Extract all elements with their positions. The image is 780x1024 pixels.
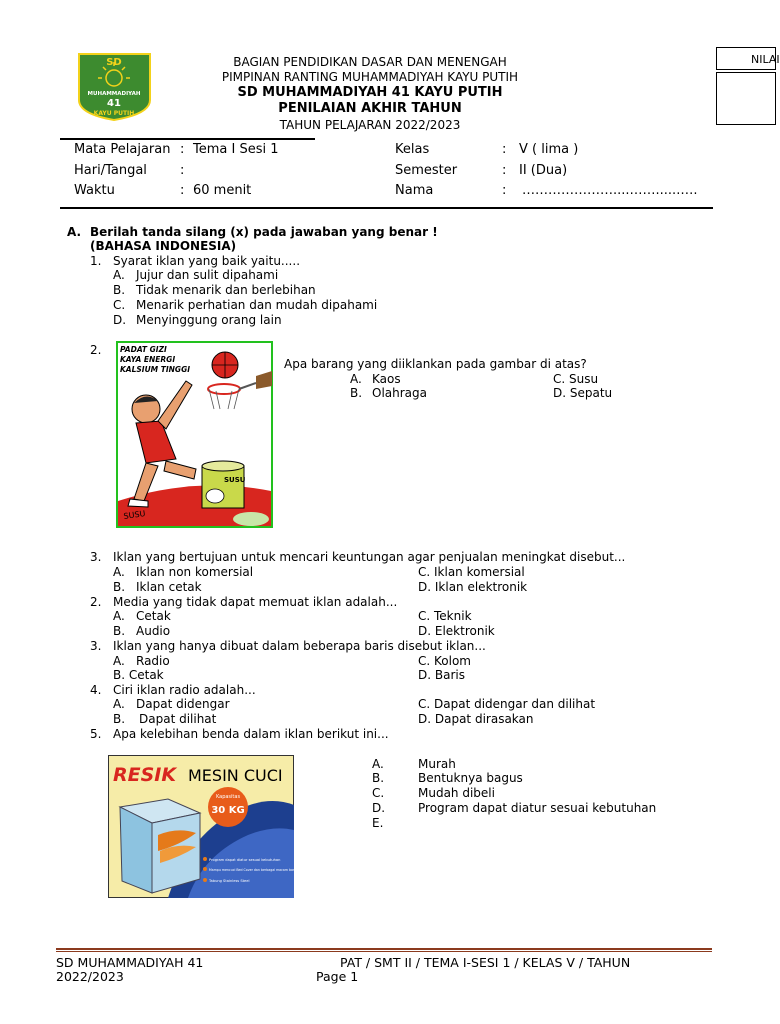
ad-feature-1: Program dapat diatur sesuai kebutuhan (209, 858, 281, 862)
footer-school: SD MUHAMMADIYAH 41 (56, 955, 204, 970)
name-field[interactable]: …………………....……......…. (522, 183, 698, 198)
q3-option-b[interactable]: Iklan cetak (136, 580, 202, 594)
ad-slogan-2: KAYA ENERGI (120, 355, 176, 364)
q3-option-a[interactable]: Iklan non komersial (136, 565, 254, 579)
score-box[interactable] (716, 72, 776, 125)
q1-option-b-letter[interactable]: B. (113, 283, 126, 297)
q7-text: Apa kelebihan benda dalam iklan berikut ini... (113, 727, 389, 741)
q4-option-c[interactable]: C. Teknik (418, 609, 472, 623)
q3-option-d[interactable]: D. Iklan elektronik (418, 580, 528, 594)
washing-machine-ad-image (108, 755, 301, 898)
q5-option-c[interactable]: C. Kolom (418, 654, 471, 668)
exam-title: PENILAIAN AKHIR TAHUN (278, 101, 462, 116)
q1-option-a[interactable]: Jujur dan sulit dipahami (136, 268, 279, 282)
feature-bullet-icon (203, 867, 207, 871)
q7-option-b[interactable]: Bentuknya bagus (418, 771, 523, 785)
milk-can-icon (202, 466, 244, 508)
q5-option-a[interactable]: Radio (136, 654, 170, 668)
footer-year: 2022/2023 (56, 969, 124, 984)
q4-option-d[interactable]: D. Elektronik (418, 624, 495, 638)
time-colon: : (180, 183, 185, 198)
subject-value: Tema I Sesi 1 (193, 142, 279, 157)
subject-colon: : (180, 142, 185, 157)
q4-option-b-letter[interactable]: B. (113, 624, 126, 638)
q5-option-b[interactable]: B. Cetak (113, 668, 164, 682)
q3-text: Iklan yang bertujuan untuk mencari keuntungan agar penjualan meningkat disebut... (113, 550, 626, 564)
q2-text: Apa barang yang diiklankan pada gambar di atas? (284, 357, 587, 371)
q5-number: 3. (90, 639, 102, 653)
q6-text: Ciri iklan radio adalah... (113, 683, 256, 697)
q6-option-a[interactable]: Dapat didengar (136, 697, 230, 711)
ad-slogan-3: KALSIUM TINGGI (120, 365, 191, 374)
school-logo (77, 52, 152, 122)
time-value: 60 menit (193, 183, 252, 198)
q4-option-b[interactable]: Audio (136, 624, 171, 638)
q2-option-d[interactable]: D. Sepatu (553, 386, 613, 400)
q7-option-d[interactable]: Program dapat diatur sesuai kebutuhan (418, 801, 657, 815)
header-line-2: PIMPINAN RANTING MUHAMMADIYAH KAYU PUTIH (221, 70, 519, 84)
q6-option-b-letter[interactable]: B. (113, 712, 126, 726)
logo-sd-text: SD (106, 57, 122, 68)
semester-label: Semester (395, 163, 458, 178)
q2-option-b-letter[interactable]: B. (350, 386, 363, 400)
logo-place-text: KAYU PUTIH (93, 110, 135, 117)
ad-capacity-label: Kapasitas (215, 794, 241, 800)
header-line-1: BAGIAN PENDIDIKAN DASAR DAN MENENGAH (233, 55, 507, 69)
day-date-label: Hari/Tangal (74, 163, 147, 178)
q1-option-c[interactable]: Menarik perhatian dan mudah dipahami (136, 298, 378, 312)
q3-option-b-letter[interactable]: B. (113, 580, 126, 594)
ad-product: MESIN CUCI (188, 766, 283, 785)
ad-feature-3: Tabung Stainless Steel (209, 879, 250, 883)
ad-capacity: 30 KG (211, 805, 245, 816)
q1-option-b[interactable]: Tidak menarik dan berlebihan (136, 283, 316, 297)
logo-name-text: MUHAMMADIYAH (87, 91, 141, 97)
q3-option-a-letter[interactable]: A. (113, 565, 125, 579)
ground-label: SUSU (123, 509, 146, 521)
q1-number: 1. (90, 254, 102, 268)
section-letter: A. (67, 225, 82, 239)
q2-option-a[interactable]: Kaos (372, 372, 401, 386)
time-label: Waktu (74, 183, 115, 198)
q4-text: Media yang tidak dapat memuat iklan adalah... (113, 595, 398, 609)
q6-option-a-letter[interactable]: A. (113, 697, 125, 711)
q2-option-c[interactable]: C. Susu (553, 372, 599, 386)
q3-option-c[interactable]: C. Iklan komersial (418, 565, 525, 579)
ad-slogan-1: PADAT GIZI (120, 345, 167, 354)
q4-option-a[interactable]: Cetak (136, 609, 171, 623)
ad-feature-2: Mampu mencuci Bed Cover dan berbagai macam barang (209, 868, 301, 872)
name-label: Nama (395, 183, 434, 198)
q3-number: 3. (90, 550, 102, 564)
header-short-rule (60, 138, 315, 140)
footer-rule (56, 948, 712, 952)
q7-number: 5. (90, 727, 102, 741)
milk-ad-image (116, 341, 273, 528)
q7-option-a[interactable]: Murah (418, 757, 456, 771)
class-label: Kelas (395, 142, 430, 157)
semester-colon: : (502, 163, 507, 178)
feature-bullet-icon (203, 878, 207, 882)
footer-exam-info: PAT / SMT II / TEMA I-SESI 1 / KELAS V / TAHUN (340, 955, 631, 970)
footer-page-number: Page 1 (316, 969, 359, 984)
q5-text: Iklan yang hanya dibuat dalam beberapa baris disebut iklan... (113, 639, 486, 653)
q7-option-a-letter[interactable]: A. (372, 757, 384, 771)
q2-option-b[interactable]: Olahraga (372, 386, 427, 400)
ad-brand: RESIK (113, 764, 177, 786)
feature-bullet-icon (203, 857, 207, 861)
score-label-box: NILAI (716, 47, 776, 70)
q7-option-c-letter[interactable]: C. (372, 786, 385, 800)
q1-option-d[interactable]: Menyinggung orang lain (136, 313, 282, 327)
semester-value: II (Dua) (519, 163, 568, 178)
school-name: SD MUHAMMADIYAH 41 KAYU PUTIH (237, 85, 503, 100)
section-subject: (BAHASA INDONESIA) (90, 239, 237, 253)
class-colon: : (502, 142, 507, 157)
q1-option-d-letter[interactable]: D. (113, 313, 127, 327)
day-date-colon: : (180, 163, 185, 178)
q7-option-d-letter[interactable]: D. (372, 801, 386, 815)
q7-option-b-letter[interactable]: B. (372, 771, 385, 785)
q6-option-d[interactable]: D. Dapat dirasakan (418, 712, 534, 726)
q4-number: 2. (90, 595, 102, 609)
q6-option-c[interactable]: C. Dapat didengar dan dilihat (418, 697, 596, 711)
q5-option-d[interactable]: D. Baris (418, 668, 465, 682)
subject-label: Mata Pelajaran (74, 142, 171, 157)
q7-option-e-letter[interactable]: E. (372, 816, 384, 830)
q1-text: Syarat iklan yang baik yaitu..... (113, 254, 301, 268)
logo-number-text: 41 (107, 98, 121, 109)
q5-option-a-letter[interactable]: A. (113, 654, 125, 668)
q2-number: 2. (90, 343, 102, 357)
q4-option-a-letter[interactable]: A. (113, 609, 125, 623)
q2-option-a-letter[interactable]: A. (350, 372, 362, 386)
q1-option-c-letter[interactable]: C. (113, 298, 126, 312)
can-label: SUSU (224, 476, 246, 484)
info-bottom-rule (60, 207, 713, 209)
q1-option-a-letter[interactable]: A. (113, 268, 125, 282)
section-instruction: Berilah tanda silang (x) pada jawaban yang benar ! (90, 225, 438, 239)
school-year: TAHUN PELAJARAN 2022/2023 (279, 118, 461, 132)
q6-option-b[interactable]: Dapat dilihat (139, 712, 217, 726)
name-colon: : (502, 183, 507, 198)
q6-number: 4. (90, 683, 102, 697)
q7-option-c[interactable]: Mudah dibeli (418, 786, 495, 800)
class-value: V ( lima ) (519, 142, 579, 157)
